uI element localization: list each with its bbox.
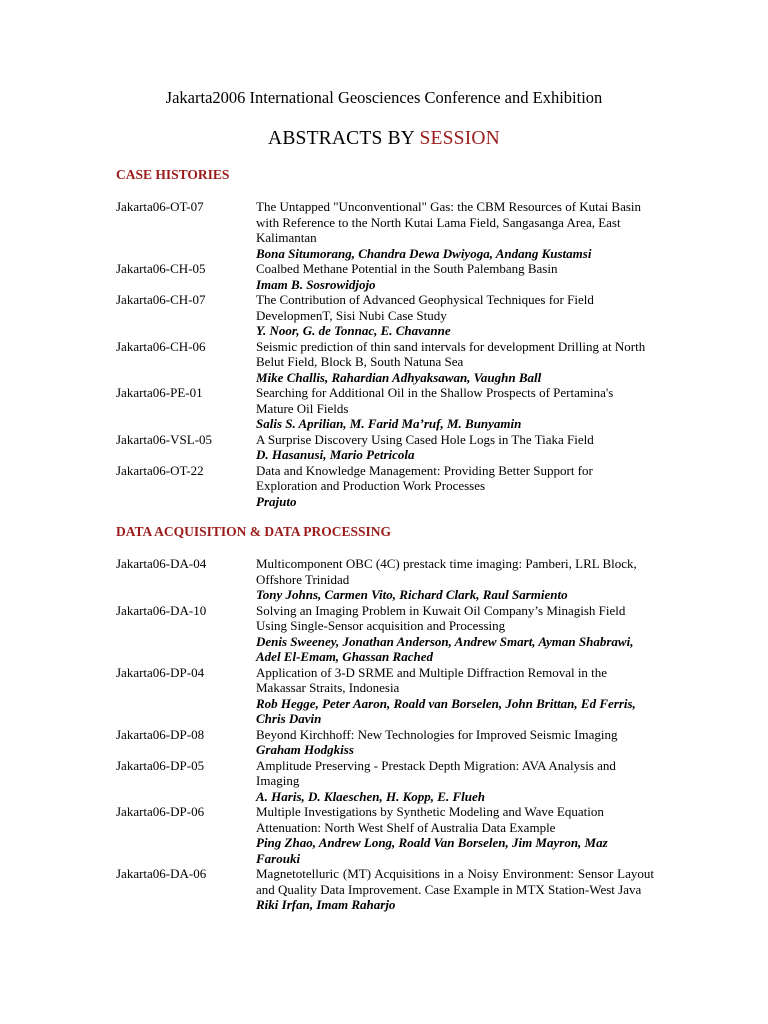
abstract-code: Jakarta06-CH-06 — [116, 338, 206, 354]
abstract-body — [256, 339, 654, 386]
abstract-code: Jakarta06-CH-05 — [116, 261, 206, 276]
abstract-title: Multicomponent OBC (4C) prestack time imaging: Pamberi, LRL Block, Offshore Trinidad — [256, 556, 637, 587]
section-heading-case-histories: CASE HISTORIES — [116, 167, 230, 182]
abstract-authors: Tony Johns, Carmen Vito, Richard Clark, Raul Sarmiento — [256, 587, 568, 602]
abstract-entry — [116, 758, 656, 805]
abstract-code: Jakarta06-DA-04 — [116, 556, 207, 571]
page-title-prefix: ABSTRACTS BY — [268, 128, 415, 149]
abstract-authors: Ping Zhao, Andrew Long, Roald Van Borselen, Jim Mayron, Maz Farouki — [256, 835, 608, 866]
abstract-entry — [116, 665, 656, 727]
abstract-title: Solving an Imaging Problem in Kuwait Oil Company’s Minagish Field Using Single-Sensor acquisition and Processing — [256, 602, 626, 633]
abstract-title: Seismic prediction of thin sand intervals for development Drilling at North Belut Field, Block B, South Natuna Sea — [256, 338, 646, 369]
abstract-authors: Riki Irfan, Imam Raharjo — [256, 897, 396, 912]
abstract-entry — [116, 727, 656, 758]
abstract-entry — [116, 339, 656, 386]
abstract-entry — [116, 432, 656, 463]
abstract-authors: Salis S. Aprilian, M. Farid Ma’ruf, M. Bunyamin — [256, 416, 522, 431]
abstract-body — [256, 603, 654, 665]
section-data-acquisition-list — [116, 556, 656, 913]
abstract-code: Jakarta06-DA-06 — [116, 866, 207, 881]
abstract-entry — [116, 463, 656, 510]
abstract-title: Data and Knowledge Management: Providing Better Support for Exploration and Production Work Processes — [256, 462, 593, 493]
abstract-entry — [116, 261, 656, 292]
abstract-code: Jakarta06-OT-07 — [116, 199, 204, 214]
abstract-authors: Prajuto — [256, 493, 297, 509]
page-title — [0, 127, 768, 151]
abstract-authors: Denis Sweeney, Jonathan Anderson, Andrew Smart, Ayman Shabrawi, Adel El-Emam, Ghassan Rached — [256, 633, 634, 664]
abstract-body — [256, 292, 654, 339]
abstract-code: Jakarta06-DP-06 — [116, 804, 205, 819]
abstract-authors: Imam B. Sosrowidjojo — [256, 276, 376, 292]
abstract-authors: A. Haris, D. Klaeschen, H. Kopp, E. Flueh — [256, 788, 485, 804]
abstract-entry — [116, 804, 656, 866]
abstract-title: The Untapped "Unconventional" Gas: the CBM Resources of Kutai Basin with Reference to the North Kutai Lama Field, Sangasanga Area, East Kalimantan — [256, 199, 642, 245]
abstract-code: Jakarta06-DP-05 — [116, 757, 205, 773]
abstract-title: The Contribution of Advanced Geophysical Techniques for Field DevelopmenT, Sisi Nubi Case Study — [256, 292, 594, 323]
abstract-body — [256, 385, 654, 432]
page-title-accent: SESSION — [419, 128, 500, 149]
abstract-body — [256, 727, 654, 758]
abstract-code: Jakarta06-DP-08 — [116, 726, 205, 742]
abstract-entry — [116, 199, 656, 261]
abstract-entry — [116, 866, 656, 913]
abstract-entry — [116, 385, 656, 432]
abstract-authors: Mike Challis, Rahardian Adhyaksawan, Vaughn Ball — [256, 369, 542, 385]
abstract-code: Jakarta06-PE-01 — [116, 385, 203, 400]
abstract-authors: Y. Noor, G. de Tonnac, E. Chavanne — [256, 323, 451, 338]
abstract-code: Jakarta06-DP-04 — [116, 664, 205, 680]
abstract-body — [256, 463, 654, 510]
abstract-entry — [116, 556, 656, 603]
abstract-entry — [116, 603, 656, 665]
abstract-body — [256, 432, 654, 463]
abstract-authors: Rob Hegge, Peter Aaron, Roald van Borselen, John Brittan, Ed Ferris, Chris Davin — [256, 695, 636, 726]
abstract-authors: D. Hasanusi, Mario Petricola — [256, 447, 415, 462]
abstract-code: Jakarta06-DA-10 — [116, 602, 207, 618]
abstract-entry — [116, 292, 656, 339]
abstract-authors: Bona Situmorang, Chandra Dewa Dwiyoga, Andang Kustamsi — [256, 245, 592, 261]
abstract-code: Jakarta06-OT-22 — [116, 462, 204, 478]
abstract-title: Coalbed Methane Potential in the South Palembang Basin — [256, 261, 558, 276]
abstract-title: Amplitude Preserving - Prestack Depth Migration: AVA Analysis and Imaging — [256, 757, 616, 788]
abstract-title: Multiple Investigations by Synthetic Modeling and Wave Equation Attenuation: North West Shelf of Australia Data Example — [256, 804, 604, 835]
section-case-histories-list — [116, 199, 656, 509]
abstract-body — [256, 665, 654, 727]
abstract-body — [256, 758, 654, 805]
abstract-code: Jakarta06-VSL-05 — [116, 431, 213, 447]
abstract-body — [256, 804, 654, 866]
abstract-title: Magnetotelluric (MT) Acquisitions in a Noisy Environment: Sensor Layout and Quality Data Improvement. Case Example in MTX Station-West Java — [256, 866, 654, 897]
section-heading-data-acquisition: DATA ACQUISITION & DATA PROCESSING — [116, 524, 392, 539]
abstract-title: A Surprise Discovery Using Cased Hole Logs in The Tiaka Field — [256, 431, 594, 447]
abstract-title: Application of 3-D SRME and Multiple Diffraction Removal in the Makassar Straits, Indonesia — [256, 664, 608, 695]
conference-title: Jakarta2006 International Geosciences Conference and Exhibition — [165, 88, 603, 107]
abstract-body — [256, 261, 654, 292]
abstract-body — [256, 199, 654, 261]
abstract-authors: Graham Hodgkiss — [256, 742, 354, 757]
abstract-title: Searching for Additional Oil in the Shallow Prospects of Pertamina's Mature Oil Fields — [256, 385, 614, 416]
abstract-code: Jakarta06-CH-07 — [116, 292, 206, 307]
abstract-body — [256, 866, 654, 913]
abstract-title: Beyond Kirchhoff: New Technologies for Improved Seismic Imaging — [256, 726, 618, 742]
abstract-body — [256, 556, 654, 603]
